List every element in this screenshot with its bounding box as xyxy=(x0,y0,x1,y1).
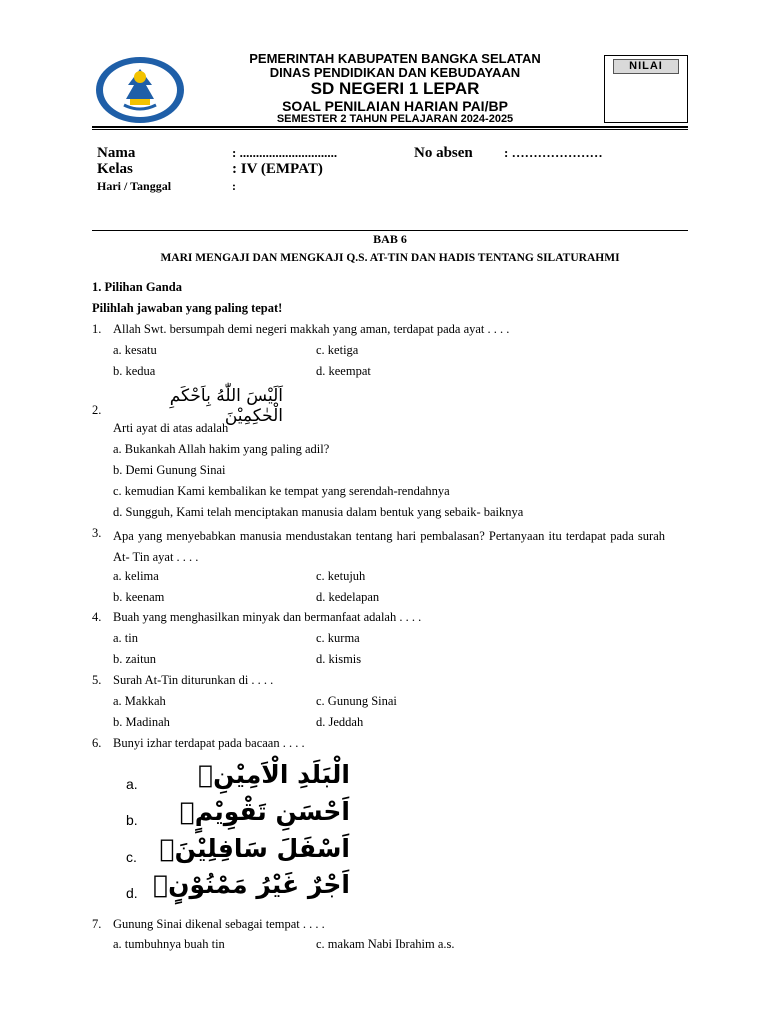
name-field[interactable]: : .............................. xyxy=(232,145,338,160)
option-d[interactable]: d. kismis xyxy=(316,652,362,666)
class-label: Kelas xyxy=(97,161,133,177)
question-number: 4. xyxy=(92,610,102,624)
question-number: 1. xyxy=(92,322,102,336)
header-exam-title: SOAL PENILAIAN HARIAN PAI/BP xyxy=(282,98,508,114)
question-number: 3. xyxy=(92,526,102,540)
header-semester: SEMESTER 2 TAHUN PELAJARAN 2024-2025 xyxy=(276,113,514,125)
arabic-verse: اَلَيْسَ اللّٰهُ بِاَحْكَمِ الْحٰكِمِيْنَ xyxy=(169,386,283,426)
section-title: 1. Pilihan Ganda xyxy=(92,280,182,294)
arabic-option-a[interactable]: الْبَلَدِ الْاَمِيْنِۙ xyxy=(198,760,350,789)
option-a[interactable]: a. tumbuhnya buah tin xyxy=(113,937,225,951)
option-a[interactable]: a. kesatu xyxy=(113,343,157,357)
option-a[interactable]: a. Makkah xyxy=(113,694,166,708)
option-letter-b[interactable]: b. xyxy=(126,812,138,828)
question-text: Surah At-Tin diturunkan di . . . . xyxy=(113,673,274,687)
option-c[interactable]: c. ketiga xyxy=(316,343,359,357)
section-divider xyxy=(92,230,688,231)
option-d[interactable]: d. Jeddah xyxy=(316,715,364,729)
arabic-option-d[interactable]: اَجْرٌ غَيْرُ مَمْنُوْنٍۗ xyxy=(153,870,350,899)
question-text: Bunyi izhar terdapat pada bacaan . . . . xyxy=(113,736,305,750)
option-b[interactable]: b. zaitun xyxy=(113,652,157,666)
tut-wuri-handayani-logo xyxy=(94,55,186,125)
option-letter-c[interactable]: c. xyxy=(126,849,137,865)
question-number: 2. xyxy=(92,403,102,417)
question-text: Buah yang menghasilkan minyak dan bermanfaat adalah . . . . xyxy=(113,610,422,624)
option-b[interactable]: b. Demi Gunung Sinai xyxy=(113,463,226,477)
chapter-number: BAB 6 xyxy=(373,232,407,246)
question-text: Gunung Sinai dikenal sebagai tempat . . . . xyxy=(113,917,325,931)
name-label: Nama xyxy=(97,145,136,161)
option-a[interactable]: a. Bukankah Allah hakim yang paling adil? xyxy=(113,442,330,456)
option-a[interactable]: a. kelima xyxy=(113,569,159,583)
arabic-option-c[interactable]: اَسْفَلَ سَافِلِيْنَۙ xyxy=(159,834,350,863)
option-b[interactable]: b. kedua xyxy=(113,364,156,378)
option-letter-a[interactable]: a. xyxy=(126,776,138,792)
arabic-option-b[interactable]: اَحْسَنِ تَقْوِيْمٍۖ xyxy=(179,797,350,826)
option-b[interactable]: b. Madinah xyxy=(113,715,170,729)
option-c[interactable]: c. kurma xyxy=(316,631,360,645)
header-department: DINAS PENDIDIKAN DAN KEBUDAYAAN xyxy=(269,65,521,80)
question-number: 5. xyxy=(92,673,102,687)
section-instruction: Pilihlah jawaban yang paling tepat! xyxy=(92,301,283,315)
header-rule xyxy=(92,126,688,128)
date-field[interactable]: : xyxy=(232,179,236,193)
header-government: PEMERINTAH KABUPATEN BANGKA SELATAN xyxy=(249,51,541,66)
option-d[interactable]: d. keempat xyxy=(316,364,371,378)
score-box xyxy=(604,55,688,123)
option-d[interactable]: d. kedelapan xyxy=(316,590,380,604)
option-c[interactable]: c. Gunung Sinai xyxy=(316,694,397,708)
option-letter-d[interactable]: d. xyxy=(126,885,138,901)
question-number: 7. xyxy=(92,917,102,931)
question-text: Arti ayat di atas adalah xyxy=(113,421,229,435)
class-value: : IV (EMPAT) xyxy=(232,161,323,177)
date-label: Hari / Tanggal xyxy=(97,179,172,193)
option-a[interactable]: a. tin xyxy=(113,631,138,645)
option-d[interactable]: d. Sungguh, Kami telah menciptakan manusia dalam bentuk yang sebaik- baiknya xyxy=(113,505,524,519)
question-text: Allah Swt. bersumpah demi negeri makkah yang aman, terdapat pada ayat . . . . xyxy=(113,322,510,336)
score-label: NILAI xyxy=(613,59,679,74)
option-b[interactable]: b. keenam xyxy=(113,590,165,604)
header-rule-thin xyxy=(92,129,688,130)
option-c[interactable]: c. kemudian Kami kembalikan ke tempat yang serendah-rendahnya xyxy=(113,484,450,498)
chapter-title: MARI MENGAJI DAN MENGKAJI Q.S. AT-TIN DAN HADIS TENTANG SILATURAHMI xyxy=(160,252,620,264)
option-c[interactable]: c. ketujuh xyxy=(316,569,366,583)
option-c[interactable]: c. makam Nabi Ibrahim a.s. xyxy=(316,937,455,951)
absen-label: No absen xyxy=(414,145,473,161)
question-number: 6. xyxy=(92,736,102,750)
header-school: SD NEGERI 1 LEPAR xyxy=(310,79,480,98)
absen-field[interactable]: : ………………… xyxy=(504,145,603,160)
question-text: Apa yang menyebabkan manusia mendustakan tentang hari pembalasan? Pertanyaan itu terdapat pada surah At- Tin ayat . . . . xyxy=(113,529,665,564)
